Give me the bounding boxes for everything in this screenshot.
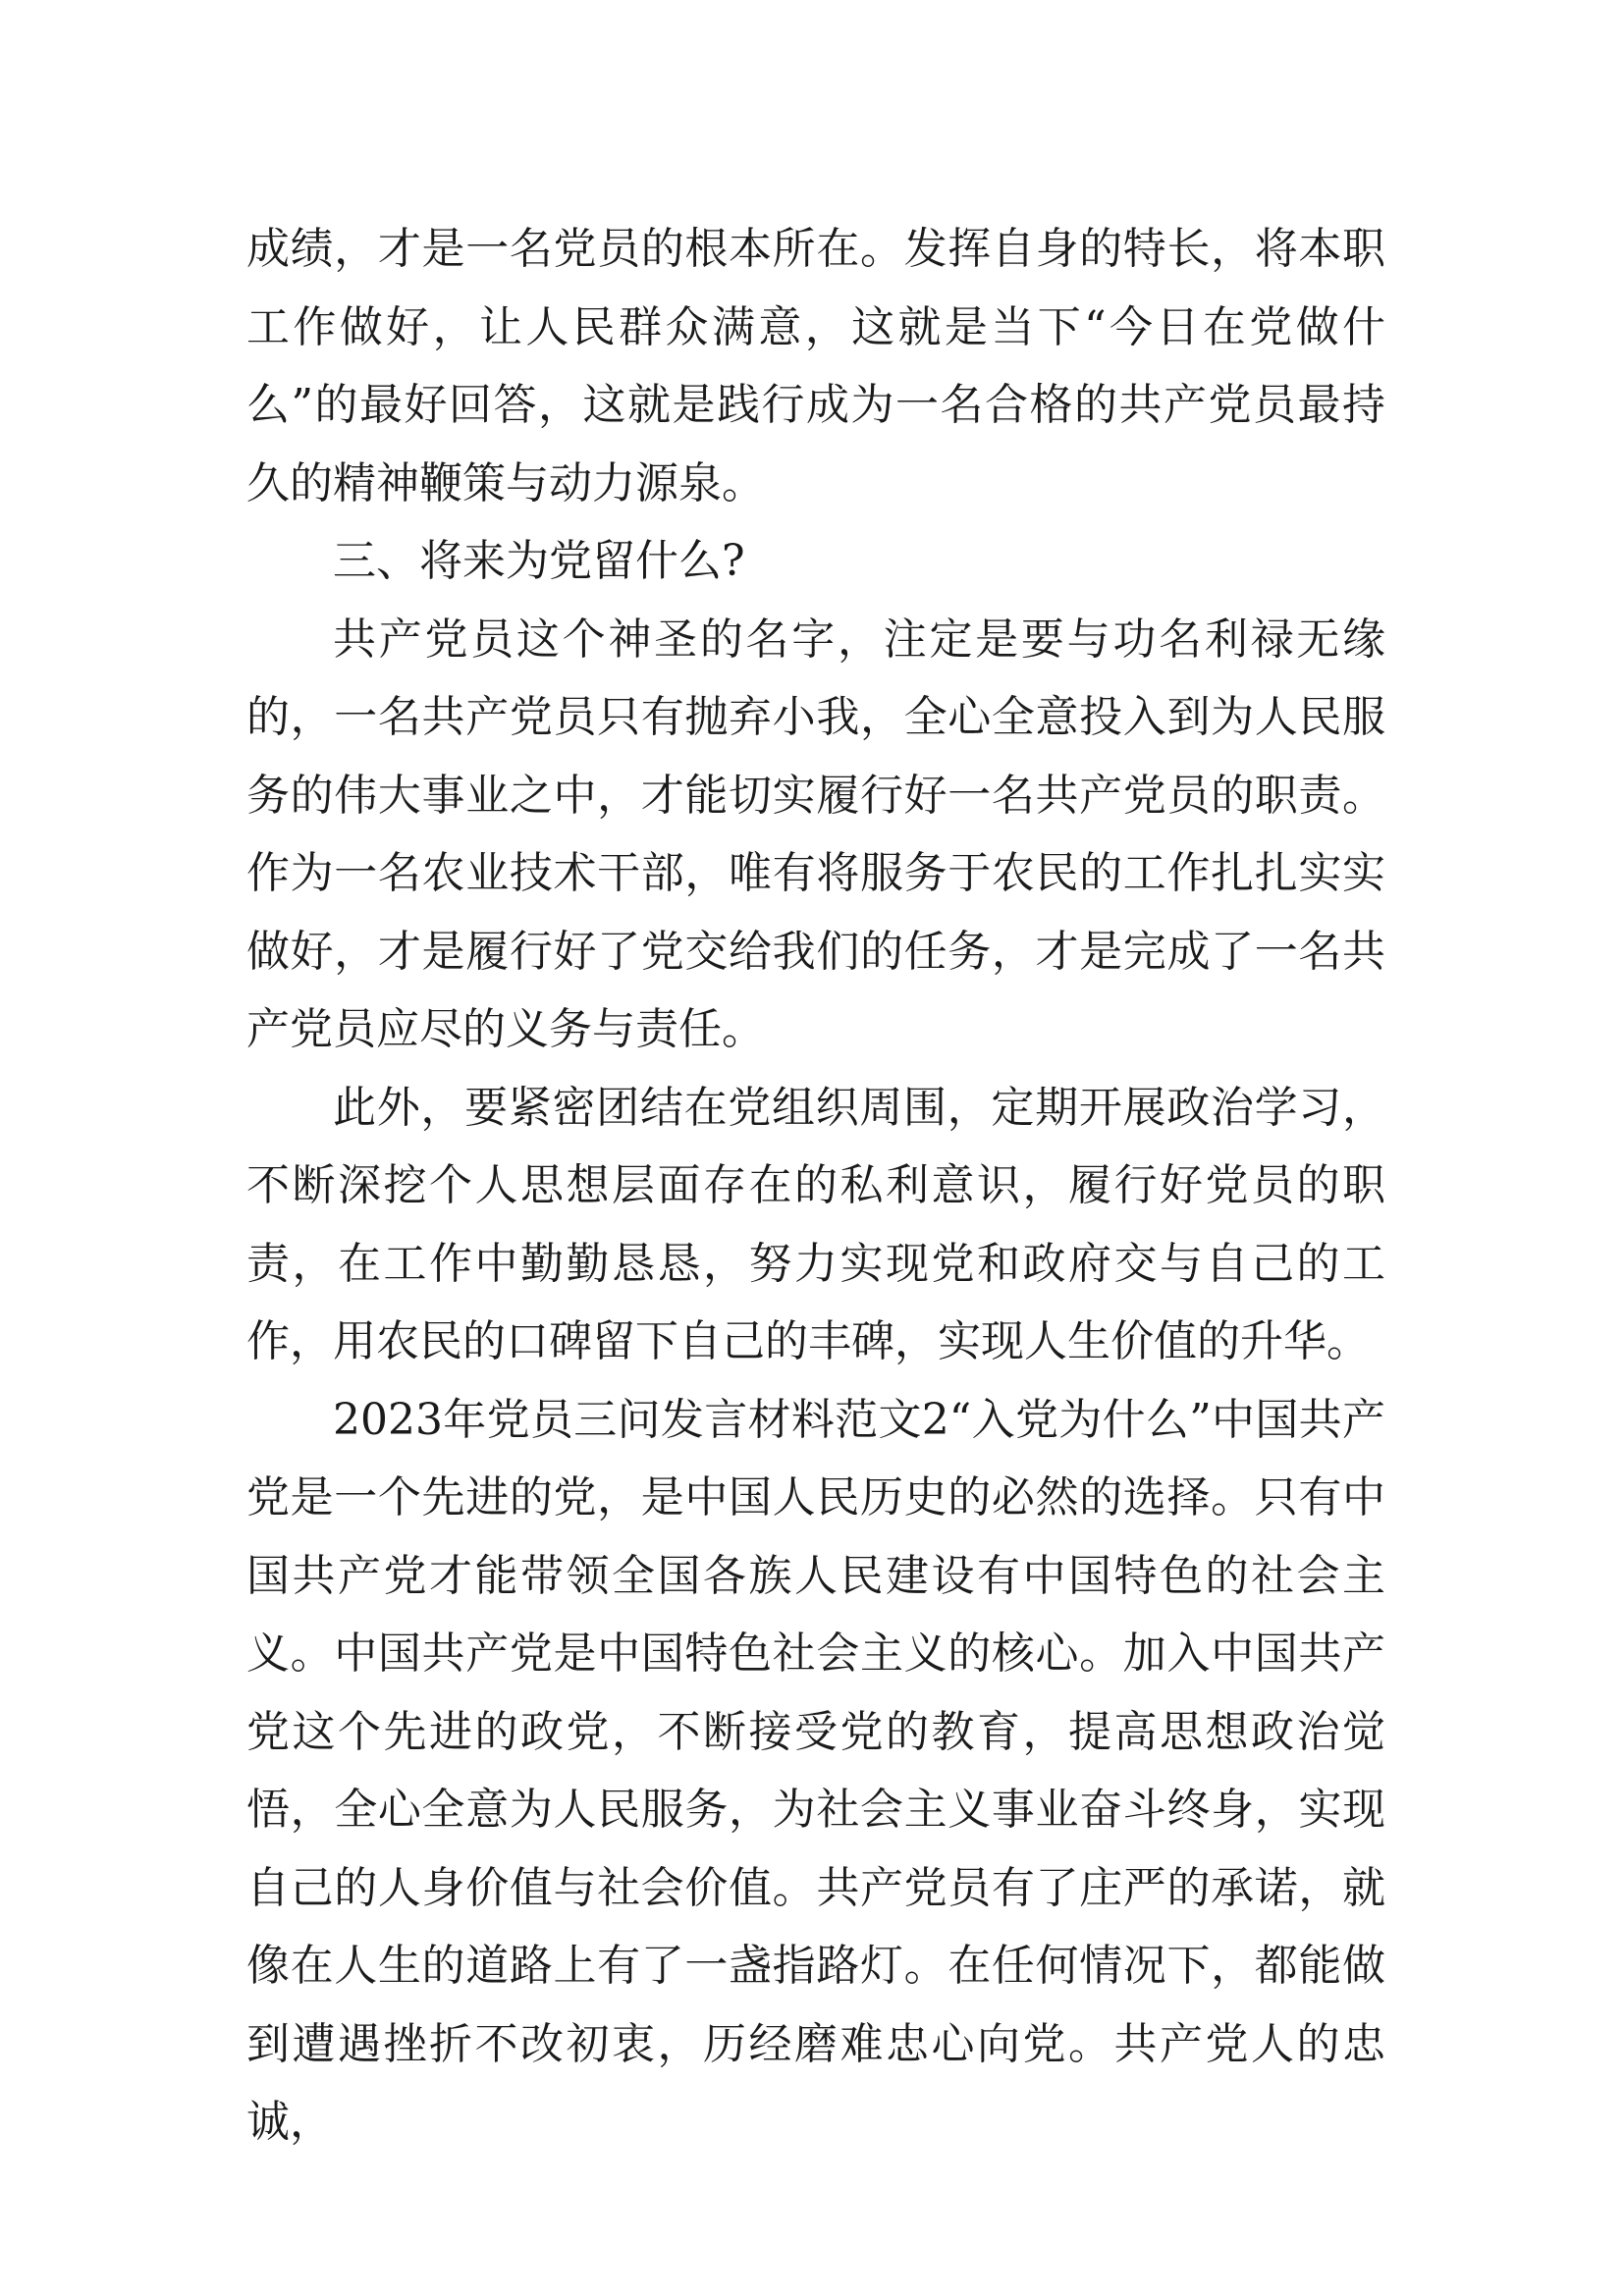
paragraph-4: 2023年党员三问发言材料范文2“入党为什么”中国共产党是一个先进的党，是中国人民历史的必然的选择。只有中国共产党才能带领全国各族人民建设有中国特色的社会主义。中国共产党是中国特色社会主义的核心。加入中国共产党这个先进的政党，不断接受党的教育，提高思想政治觉悟，全心全意为人民服务，为社会主义事业奋斗终身，实现自己的人身价值与社会价值。共产党员有了庄严的承诺，就像在人生的道路上有了一盏指路灯。在任何情况下，都能做到遭遇挫折不改初衷，历经磨难忠心向党。共产党人的忠诚， (246, 1394, 1385, 2147)
document-body (246, 210, 1385, 2162)
paragraph-1: 成绩，才是一名党员的根本所在。发挥自身的特长，将本职工作做好，让人民群众满意，这就是当下“今日在党做什么”的最好回答，这就是践行成为一名合格的共产党员最持久的精神鞭策与动力源泉。 (246, 224, 1385, 508)
paragraph-3: 此外，要紧密团结在党组织周围，定期开展政治学习，不断深挖个人思想层面存在的私利意识，履行好党员的职责，在工作中勤勤恳恳，努力实现党和政府交与自己的工作，用农民的口碑留下自己的丰碑，实现人生价值的升华。 (246, 1082, 1385, 1366)
paragraph-2: 共产党员这个神圣的名字，注定是要与功名利禄无缘的，一名共产党员只有抛弃小我，全心全意投入到为人民服务的伟大事业之中，才能切实履行好一名共产党员的职责。作为一名农业技术干部，唯有将服务于农民的工作扎扎实实做好，才是履行好了党交给我们的任务，才是完成了一名共产党员应尽的义务与责任。 (246, 614, 1385, 1054)
section-heading-3: 三、将来为党留什么? (333, 536, 745, 586)
